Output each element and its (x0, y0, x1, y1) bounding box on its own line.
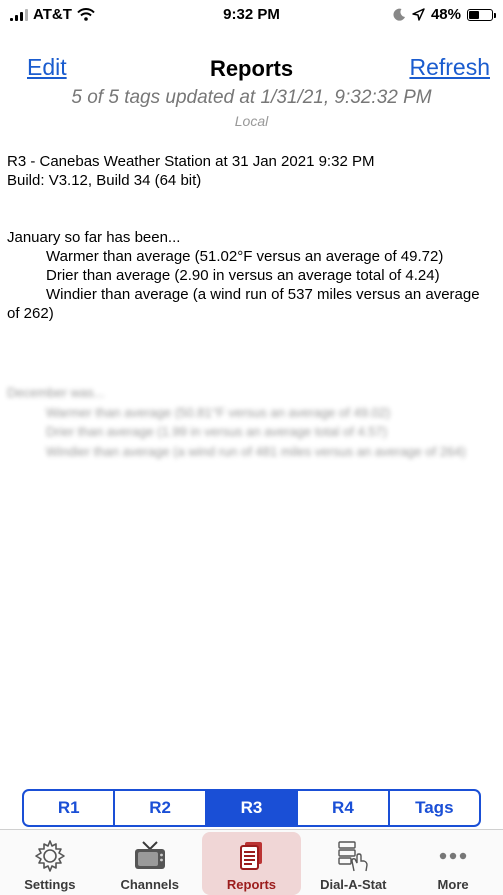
status-right (393, 6, 493, 23)
tab-dial-a-stat[interactable] (303, 830, 403, 895)
tab-label: Dial-A-Stat (320, 877, 387, 892)
report-header: R3 - Canebas Weather Station at 31 Jan 2021 9:32 PM (7, 153, 375, 170)
segment-r1[interactable]: R1 (24, 791, 115, 825)
tab-label: Settings (24, 877, 76, 892)
report-build: Build: V3.12, Build 34 (64 bit) (7, 172, 202, 189)
battery-fill (469, 11, 479, 19)
previous-item: Drier than average (1.99 in versus an average total of 4.57) (46, 424, 388, 439)
segment-r2[interactable]: R2 (115, 791, 206, 825)
tab-settings[interactable] (0, 830, 100, 895)
carrier-label: AT&T (33, 6, 72, 23)
report-item: Drier than average (2.90 in versus an average total of 4.24) (46, 267, 440, 284)
previous-item: Windier than average (a wind run of 481 miles versus an average of 264) (46, 443, 466, 459)
report-item: Windier than average (a wind run of 537 miles versus an average of 262) (7, 286, 480, 322)
tab-reports[interactable] (202, 832, 302, 895)
tab-label: More (437, 877, 469, 892)
tab-label: Channels (120, 877, 179, 892)
documents-icon (234, 839, 268, 873)
segment-tags[interactable]: Tags (415, 798, 454, 817)
nav-bar (0, 52, 503, 86)
battery-icon (467, 9, 493, 21)
status-bar (0, 0, 503, 30)
gear-icon (33, 839, 67, 873)
location-arrow-icon (412, 8, 425, 21)
battery-percent: 48% (430, 6, 461, 23)
refresh-button[interactable]: Refresh (409, 54, 490, 80)
tv-icon (133, 839, 167, 873)
moon-icon (393, 8, 406, 21)
report-item: Warmer than average (51.02°F versus an average of 49.72) (46, 248, 444, 265)
previous-intro: December was... (7, 385, 105, 400)
update-summary: 5 of 5 tags updated at 1/31/21, 9:32:32 PM (71, 87, 432, 108)
previous-item: Warmer than average (50.81°F versus an average of 49.02) (46, 404, 391, 420)
timezone-label: Local (234, 113, 269, 129)
report-segmented-control (22, 789, 481, 827)
tab-label: Reports (226, 877, 277, 892)
segment-r3[interactable]: R3 (207, 791, 298, 825)
status-time: 9:32 PM (223, 6, 280, 23)
report-intro: January so far has been... (7, 229, 181, 246)
tab-channels[interactable] (100, 830, 200, 895)
report-text (7, 152, 495, 323)
dial-a-stat-icon (336, 839, 370, 873)
edit-button[interactable]: Edit (27, 54, 67, 80)
previous-month-report (7, 383, 495, 461)
page-title: Reports (209, 56, 294, 81)
segment-r4[interactable]: R4 (298, 791, 389, 825)
more-dots-icon (436, 839, 470, 873)
tab-bar (0, 829, 503, 895)
tab-more[interactable] (403, 830, 503, 895)
